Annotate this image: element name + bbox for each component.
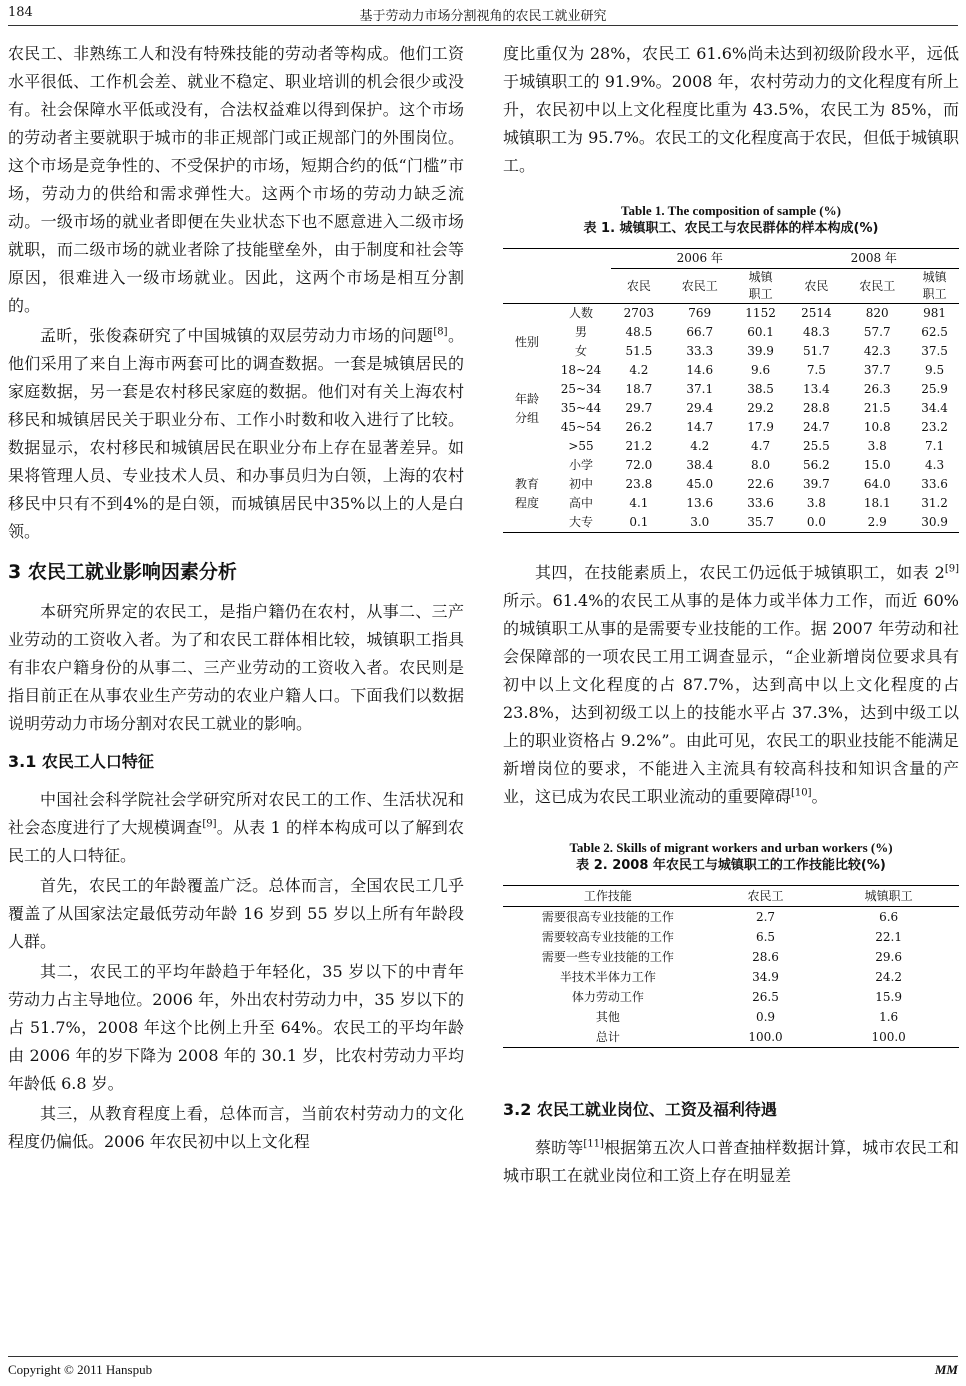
table-1-cell: 4.3 <box>925 458 945 472</box>
table-1-cell: 39.7 <box>803 477 830 491</box>
table-1-cell: 48.5 <box>625 325 653 339</box>
table-1-cell: 33.3 <box>686 344 714 358</box>
table-1-cell: 66.7 <box>686 325 714 339</box>
right-column <box>503 40 959 1192</box>
table-1-row <box>503 380 959 399</box>
table-1-row-label: 男 <box>574 325 587 339</box>
table-2-cell: 2.7 <box>755 910 776 924</box>
table-1-cell: 4.7 <box>751 439 771 453</box>
table-2-caption-en: Table 2. Skills of migrant workers and urban workers (%) <box>569 840 893 855</box>
table-1-col-header: 农民 <box>788 269 844 304</box>
table-1-cell: 57.7 <box>863 325 891 339</box>
table-2 <box>503 839 959 1048</box>
table-1-row-label: 高中 <box>568 496 593 510</box>
section-3-heading: 3 农民工就业影响因素分析 <box>8 561 237 583</box>
table-1-cell: 2703 <box>623 306 655 320</box>
table-1-row-label: 45~54 <box>560 420 602 434</box>
table-1-year-2006: 2006 年 <box>611 249 788 269</box>
table-1-cell: 72.0 <box>625 458 653 472</box>
table-1-row <box>503 304 959 324</box>
table-2-cell: 其他 <box>595 1010 620 1024</box>
table-1-row-label: 小学 <box>568 458 593 472</box>
table-1-cell: 21.5 <box>863 401 891 415</box>
table-2-cell: 100.0 <box>818 1027 959 1048</box>
table-1-col-header: 农民工 <box>844 269 910 304</box>
table-2-cell: 需要一些专业技能的工作 <box>541 950 674 964</box>
table-1-cell: 26.3 <box>863 382 891 396</box>
table-1-row-label: 25~34 <box>560 382 602 396</box>
table-1-row-label: 大专 <box>551 513 611 533</box>
table-2-cell: 0.9 <box>755 1010 776 1024</box>
table-1-cell: 3.8 <box>867 439 887 453</box>
table-1-cell: 4.2 <box>690 439 710 453</box>
citation-11: [11] <box>583 1138 604 1150</box>
table-1-cell: 30.9 <box>910 513 959 533</box>
table-1-cell: 13.4 <box>803 382 830 396</box>
table-2-row <box>503 1027 959 1048</box>
table-2-cell: 需要较高专业技能的工作 <box>541 930 674 944</box>
table-1-cell: 38.4 <box>686 458 714 472</box>
table-2-row <box>503 947 959 967</box>
table-1-cell: 14.6 <box>686 363 714 377</box>
table-2-col-header: 城镇职工 <box>818 886 959 907</box>
table-1-cell: 26.2 <box>625 420 653 434</box>
table-1-row <box>503 342 959 361</box>
table-1-row-label: 初中 <box>568 477 593 491</box>
page-number: 184 <box>8 5 33 20</box>
table-1-caption-zh: 表 1. 城镇职工、农民工与农民群体的样本构成(%) <box>583 221 879 236</box>
journal-abbrev: MM <box>934 1362 958 1377</box>
table-1-cell: 820 <box>865 306 889 320</box>
running-header <box>8 4 958 26</box>
table-1-row <box>503 437 959 456</box>
table-1-cell: 7.1 <box>925 439 945 453</box>
table-1-cell: 48.3 <box>803 325 830 339</box>
table-1-cell: 39.9 <box>747 344 774 358</box>
copyright: Copyright © 2011 Hanspub <box>8 1362 153 1377</box>
table-2-cell: 29.6 <box>875 950 902 964</box>
table-1-col-header: 农民 <box>611 269 667 304</box>
table-1-cell: 2.9 <box>844 513 910 533</box>
table-1-cell: 37.1 <box>686 382 714 396</box>
table-1 <box>503 202 959 533</box>
table-1-cell: 18.1 <box>863 496 891 510</box>
table-2-cell: 22.1 <box>875 930 902 944</box>
table-2-cell: 体力劳动工作 <box>571 990 644 1004</box>
left-paragraph-1: 农民工、非熟练工人和没有特殊技能的劳动者等构成。他们工资水平很低、工作机会差、就业不稳定、职业培训的机会很少或没有。社会保障水平低或没有，合法权益难以得到保护。这个市场的劳动者主要就职于城市的非正规部门或正规部门的外围岗位。这个市场是竞争性的、不受保护的市场，短期合约的低“门槛”市场，劳动力的供给和需求弹性大。这两个市场的劳动力缺乏流动。一级市场的就业者即便在失业状态下也不愿意进入二级市场就职，而二级市场的就业者除了技能壁垒外，由于制度和社会等原因，很难进入一级市场就业。因此，这两个市场是相互分割的。 <box>8 44 464 315</box>
table-1-row-label: 18~24 <box>560 363 602 377</box>
table-1-cell: 10.8 <box>863 420 891 434</box>
table-2-row <box>503 907 959 928</box>
section-3-2-heading: 3.2 农民工就业岗位、工资及福利待遇 <box>503 1100 777 1119</box>
table-1-cell: 33.6 <box>921 477 948 491</box>
table-1-cell: 4.1 <box>629 496 649 510</box>
table-1-cell: 21.2 <box>625 439 653 453</box>
table-2-cell: 15.9 <box>875 990 902 1004</box>
table-1-cell: 37.7 <box>863 363 891 377</box>
table-2-cell: 26.5 <box>752 990 779 1004</box>
table-1-cell: 51.5 <box>625 344 653 358</box>
table-1-cell: 60.1 <box>747 325 774 339</box>
left-paragraph-2: 孟昕，张俊森研究了中国城镇的双层劳动力市场的问题[8]。他们采用了来自上海市两套可比的调查数据。一套是城镇居民的家庭数据，另一套是农村移民家庭的数据。他们对有关上海农村移民和城镇居民关于职业分布、工作小时数和收入进行了比较。数据显示，农村移民和城镇居民在职业分布上存在显著差异。如果将管理人员、专业技术人员、和办事员归为白领，上海的农村移民中只有不到4%的是白领，而城镇居民中35%以上的人是白领。 <box>8 326 464 541</box>
table-1-cell: 35.7 <box>733 513 789 533</box>
table-1-row-label: 35~44 <box>560 401 602 415</box>
table-1-caption-en: Table 1. The composition of sample (%) <box>621 203 841 218</box>
table-1-cell: 22.6 <box>747 477 774 491</box>
table-1-cell: 34.4 <box>921 401 948 415</box>
table-1-cell: 17.9 <box>747 420 774 434</box>
table-2-col-header: 农民工 <box>713 886 819 907</box>
table-2-grid <box>503 885 959 1048</box>
table-1-row <box>503 418 959 437</box>
table-1-cell: 64.0 <box>863 477 891 491</box>
table-2-row <box>503 927 959 947</box>
table-1-row <box>503 323 959 342</box>
table-1-cell: 13.6 <box>686 496 714 510</box>
left-paragraph-7: 其三，从教育程度上看，总体而言，当前农村劳动力的文化程度仍偏低。2006 年农民初中以上文化程 <box>8 1104 464 1151</box>
table-1-cell: 23.8 <box>625 477 653 491</box>
table-1-row-label: 人数 <box>568 306 593 320</box>
table-1-cell: 25.9 <box>921 382 948 396</box>
table-1-row-label: >55 <box>568 439 594 453</box>
table-2-row <box>503 967 959 987</box>
table-2-cell: 34.9 <box>752 970 779 984</box>
table-2-cell: 6.5 <box>755 930 776 944</box>
table-1-col-header: 城镇 职工 <box>733 269 789 304</box>
table-1-cell: 31.2 <box>921 496 948 510</box>
table-1-cell: 0.1 <box>611 513 667 533</box>
left-column <box>8 40 464 1158</box>
table-2-cell: 6.6 <box>879 910 899 924</box>
table-1-row <box>503 399 959 418</box>
table-2-caption-zh: 表 2. 2008 年农民工与城镇职工的工作技能比较(%) <box>576 858 886 873</box>
table-1-row-group: 教育 程度 <box>503 456 551 533</box>
table-1-cell: 9.6 <box>751 363 771 377</box>
table-1-cell: 15.0 <box>863 458 891 472</box>
table-1-cell: 0.0 <box>788 513 844 533</box>
table-1-cell: 1152 <box>745 306 776 320</box>
table-2-cell: 总计 <box>503 1027 713 1048</box>
table-1-cell: 51.7 <box>803 344 830 358</box>
right-paragraph-3: 蔡昉等[11]根据第五次人口普查抽样数据计算，城市农民工和城市职工在就业岗位和工资上存在明显差 <box>503 1138 959 1185</box>
table-1-cell: 3.8 <box>806 496 826 510</box>
left-paragraph-3: 本研究所界定的农民工，是指户籍仍在农村，从事二、三产业劳动的工资收入者。为了和农民工群体相比较，城镇职工指具有非农户籍身份的从事二、三产业劳动的工资收入者。农民则是指目前正在从事农业生产劳动的农业户籍人口。下面我们以数据说明劳动力市场分割对农民工就业的影响。 <box>8 602 464 733</box>
table-1-year-2008: 2008 年 <box>788 249 959 269</box>
table-2-cell: 100.0 <box>713 1027 819 1048</box>
table-1-row-label: 女 <box>574 344 587 358</box>
table-1-cell: 8.0 <box>751 458 771 472</box>
citation-10: [10] <box>791 787 812 799</box>
table-1-cell: 28.8 <box>803 401 830 415</box>
table-1-cell: 769 <box>688 306 712 320</box>
left-paragraph-4: 中国社会科学院社会学研究所对农民工的工作、生活状况和社会态度进行了大规模调查[9]。从表 1 的样本构成可以了解到农民工的人口特征。 <box>8 790 464 865</box>
table-1-row <box>503 475 959 494</box>
left-paragraph-5: 首先，农民工的年龄覆盖广泛。总体而言，全国农民工几乎覆盖了从国家法定最低劳动年龄 16 岁到 55 岁以上所有年龄段人群。 <box>8 876 464 951</box>
table-2-col-header: 工作技能 <box>503 886 713 907</box>
table-1-cell: 4.2 <box>629 363 649 377</box>
table-2-row <box>503 987 959 1007</box>
page-footer <box>8 1356 958 1380</box>
table-2-cell: 1.6 <box>879 1010 899 1024</box>
running-title: 基于劳动力市场分割视角的农民工就业研究 <box>359 9 607 24</box>
table-2-row <box>503 1007 959 1027</box>
table-1-cell: 38.5 <box>747 382 774 396</box>
table-1-col-header: 城镇 职工 <box>910 269 959 304</box>
table-1-cell: 7.5 <box>806 363 826 377</box>
table-1-row <box>503 513 959 533</box>
right-paragraph-1: 度比重仅为 28%，农民工 61.6%尚未达到初级阶段水平，远低于城镇职工的 91.9%。2008 年，农村劳动力的文化程度有所上升，农民初中以上文化程度比重为 43.5%，农民工为 85%，而城镇职工为 95.7%。农民工的文化程度高于农民，但低于城镇职工。 <box>503 44 959 175</box>
citation-9: [9] <box>202 818 217 830</box>
citation-9b: [9] <box>944 563 959 575</box>
table-1-row <box>503 456 959 475</box>
table-1-cell: 29.4 <box>686 401 714 415</box>
table-1-cell: 29.2 <box>747 401 774 415</box>
table-1-cell: 24.7 <box>803 420 830 434</box>
table-1-cell: 62.5 <box>921 325 948 339</box>
table-1-cell: 37.5 <box>921 344 948 358</box>
left-paragraph-6: 其二，农民工的平均年龄趋于年轻化，35 岁以下的中青年劳动力占主导地位。2006 年，外出农村劳动力中，35 岁以下的占 51.7%，2008 年这个比例上升至 64%。农民工的平均年龄由 2006 年的岁下降为 2008 年的 30.1 岁，比农村劳动力平均年龄低 6.8 岁。 <box>8 962 464 1093</box>
table-1-cell: 33.6 <box>747 496 774 510</box>
table-1-col-header: 农民工 <box>667 269 733 304</box>
table-1-cell: 23.2 <box>921 420 948 434</box>
table-1-row-group: 年龄 分组 <box>514 391 539 425</box>
table-1-cell: 56.2 <box>803 458 830 472</box>
table-1-cell: 45.0 <box>686 477 714 491</box>
table-1-row <box>503 361 959 380</box>
section-3-1-heading: 3.1 农民工人口特征 <box>8 752 154 771</box>
table-2-cell: 24.2 <box>875 970 902 984</box>
table-1-cell: 9.5 <box>925 363 945 377</box>
table-2-cell: 28.6 <box>752 950 779 964</box>
table-1-row-group: 性别 <box>514 334 539 349</box>
table-1-cell: 29.7 <box>625 401 653 415</box>
table-1-cell: 42.3 <box>863 344 891 358</box>
table-2-cell: 需要很高专业技能的工作 <box>541 910 674 924</box>
table-1-cell: 18.7 <box>625 382 653 396</box>
table-1-cell: 25.5 <box>803 439 830 453</box>
table-1-cell: 981 <box>923 306 947 320</box>
table-1-row <box>503 494 959 513</box>
table-1-cell: 3.0 <box>667 513 733 533</box>
table-1-cell: 2514 <box>801 306 832 320</box>
table-1-grid <box>503 248 959 533</box>
right-paragraph-2: 其四，在技能素质上，农民工仍远低于城镇职工，如表 2[9]所示。61.4%的农民工从事的是体力或半体力工作，而近 60%的城镇职工从事的是需要专业技能的工作。据 2007 年劳动和社会保障部的一项农民工用工调查显示，“企业新增岗位要求具有初中以上文化程度的占 87.7%，达到高中以上文化程度的占 23.8%，达到初级工以上的技能水平占 37.3%，达到中级工以上的职业资格占 9.2%”。由此可见，农民工的职业技能不能满足新增岗位的要求，不能进入主流具有较高科技和知识含量的产业，这已成为农民工职业流动的重要障碍[10]。 <box>503 563 959 806</box>
citation-8: [8] <box>433 326 448 338</box>
table-1-cell: 14.7 <box>686 420 714 434</box>
table-2-cell: 半技术半体力工作 <box>559 970 656 984</box>
